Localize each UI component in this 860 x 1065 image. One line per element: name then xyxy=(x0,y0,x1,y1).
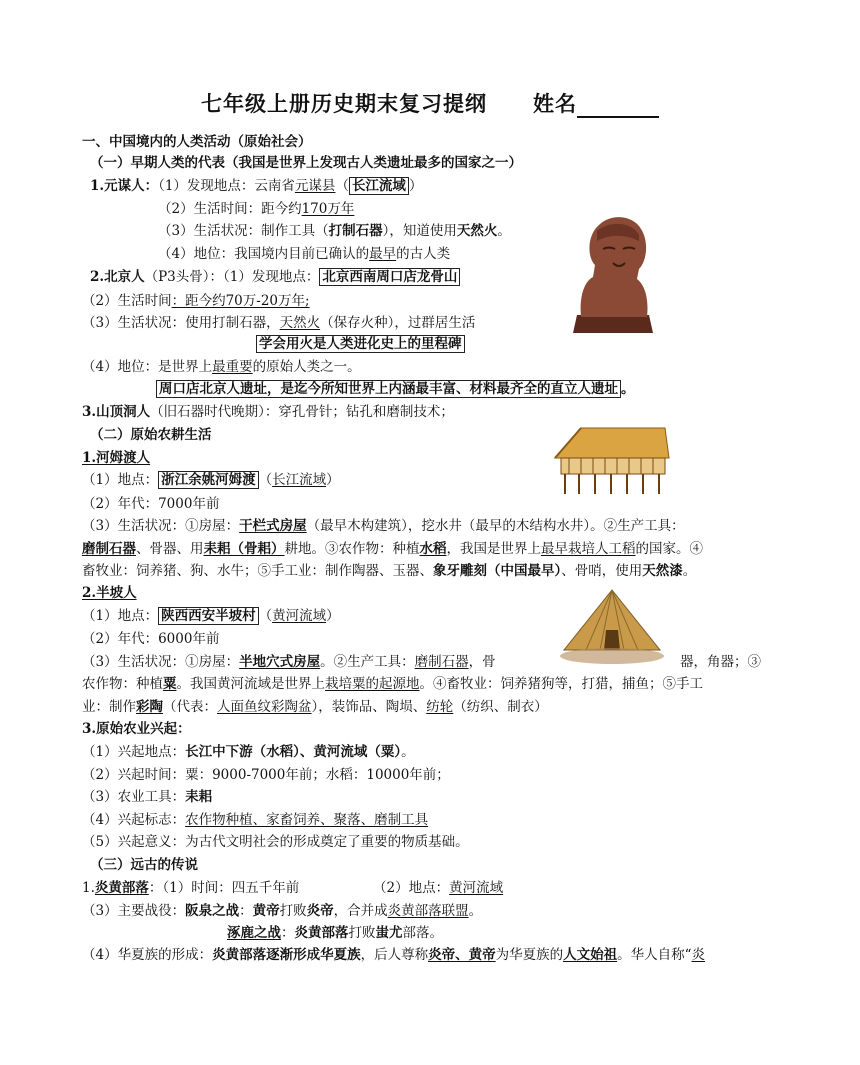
hemudu-life-line-3: 畜牧业：饲养猪、狗、水牛；⑤手工业：制作陶器、玉器、象牙雕刻（中国最早）、骨哨，使用天然漆。 xyxy=(82,563,697,579)
section-heading: 一、中国境内的人类活动（原始社会） xyxy=(82,134,312,150)
page-title: 七年级上册历史期末复习提纲 姓名 xyxy=(0,88,860,118)
hemudu-life-line-1: （3）生活状况：①房屋：干栏式房屋（最早木构建筑），挖水井（最早的木结构水井）。②生产工具： xyxy=(82,518,685,534)
banpo-life-line-3: 业：制作彩陶（代表：人面鱼纹彩陶盆），装饰品、陶埙、纺轮（纺织、制衣） xyxy=(82,699,548,715)
yanhuang-battle-line-2: 涿鹿之战：炎黄部落打败蚩尤部落。 xyxy=(227,925,443,941)
stilt-house-image xyxy=(545,422,673,498)
agriculture-tool-line: （3）农业工具：耒耜 xyxy=(82,789,213,805)
peking-status-line: （4）地位：是世界上最重要的原始人类之一。 xyxy=(82,359,361,375)
yanhuang-place-line: （2）地点：黄河流域 xyxy=(373,880,504,896)
banpo-location-line: （1）地点： 陕西西安半坡村 （黄河流域） xyxy=(82,608,340,624)
yanhuang-battle-line-1: （3）主要战役：阪泉之战：黄帝打败炎帝，合并成炎黄部落联盟。 xyxy=(82,903,483,919)
agriculture-location-line: （1）兴起地点：长江中下游（水稻）、黄河流域（粟）。 xyxy=(82,744,415,760)
banpo-life-line-1: （3）生活状况：①房屋：半地穴式房屋。②生产工具：磨制石器，骨 xyxy=(82,654,496,670)
subsection-heading: （二）原始农耕生活 xyxy=(90,427,212,443)
agriculture-meaning-line: （5）兴起意义：为古代文明社会的形成奠定了重要的物质基础。 xyxy=(82,834,469,850)
hemudu-location-line: （1）地点： 浙江余姚河姆渡 （长江流域） xyxy=(82,472,340,488)
peking-site-line: 周口店北京人遗址，是迄今所知世界上内涵最丰富、材料最齐全的直立人遗址 。 xyxy=(156,379,635,399)
agriculture-time-line: （2）兴起时间：粟：9000-7000年前；水稻：10000年前； xyxy=(82,767,450,783)
agriculture-sign-line: （4）兴起标志：农作物种植、家畜饲养、聚落、磨制工具 xyxy=(82,812,429,828)
hemudu-life-line-2: 磨制石器、骨器、用耒耜（骨耜）耕地。③农作物：种植水稻，我国是世界上最早栽培人工稻的国家。④ xyxy=(82,541,703,557)
peking-fire-milestone: 学会用火是人类进化史上的里程碑 xyxy=(256,334,465,354)
peking-life-line: （3）生活状况：使用打制石器，天然火（保存火种），过群居生活 xyxy=(82,315,476,331)
yuanmou-time-line: （2）生活时间：距今约170万年 xyxy=(158,201,355,217)
subsection-heading: （三）远古的传说 xyxy=(90,857,198,873)
subsection-heading: （一）早期人类的代表（我国是世界上发现古人类遗址最多的国家之一） xyxy=(90,155,522,171)
banpo-life-line-1-end: 器，角器；③ xyxy=(680,654,761,670)
upper-cave-man-line: 3.山顶洞人（旧石器时代晚期）：穿孔骨针；钻孔和磨制技术； xyxy=(82,404,454,420)
yanhuang-time-line: 1.炎黄部落：（1）时间：四五千年前 xyxy=(82,880,300,896)
banpo-heading: 2.半坡人 xyxy=(82,585,137,601)
huaxia-line: （4）华夏族的形成：炎黄部落逐渐形成华夏族，后人尊称炎帝、黄帝为华夏族的人文始祖。华人自称“炎 xyxy=(82,947,705,963)
yuanmou-life-line: （3）生活状况：制作工具（打制石器），知道使用天然火。 xyxy=(158,223,511,239)
agriculture-heading: 3.原始农业兴起： xyxy=(82,721,191,737)
hemudu-heading: 1.河姆渡人 xyxy=(82,450,151,466)
peking-location-line: 2.北京人（P3头骨）：（1）发现地点： 北京西南周口店龙骨山 xyxy=(90,267,460,287)
name-label: 姓名 xyxy=(533,91,577,116)
banpo-date-line: （2）年代：6000年前 xyxy=(82,631,220,647)
banpo-life-line-2: 农作物：种植粟。我国黄河流域是世界上栽培粟的起源地。④畜牧业：饲养猪狗等，打猎，捕鱼；⑤手工 xyxy=(82,676,703,692)
hemudu-date-line: （2）年代：7000年前 xyxy=(82,496,220,512)
yuanmou-man-bust-image xyxy=(553,205,673,345)
yuanmou-location-line: 1.元谋人：（1）发现地点：云南省元谋县（ 长江流域 ） xyxy=(90,178,423,194)
semi-subterranean-hut-image xyxy=(556,586,668,670)
name-blank xyxy=(577,98,659,118)
yuanmou-status-line: （4）地位：我国境内目前已确认的最早的古人类 xyxy=(158,246,451,262)
peking-time-line: （2）生活时间：距今约70万-20万年; xyxy=(82,293,310,309)
